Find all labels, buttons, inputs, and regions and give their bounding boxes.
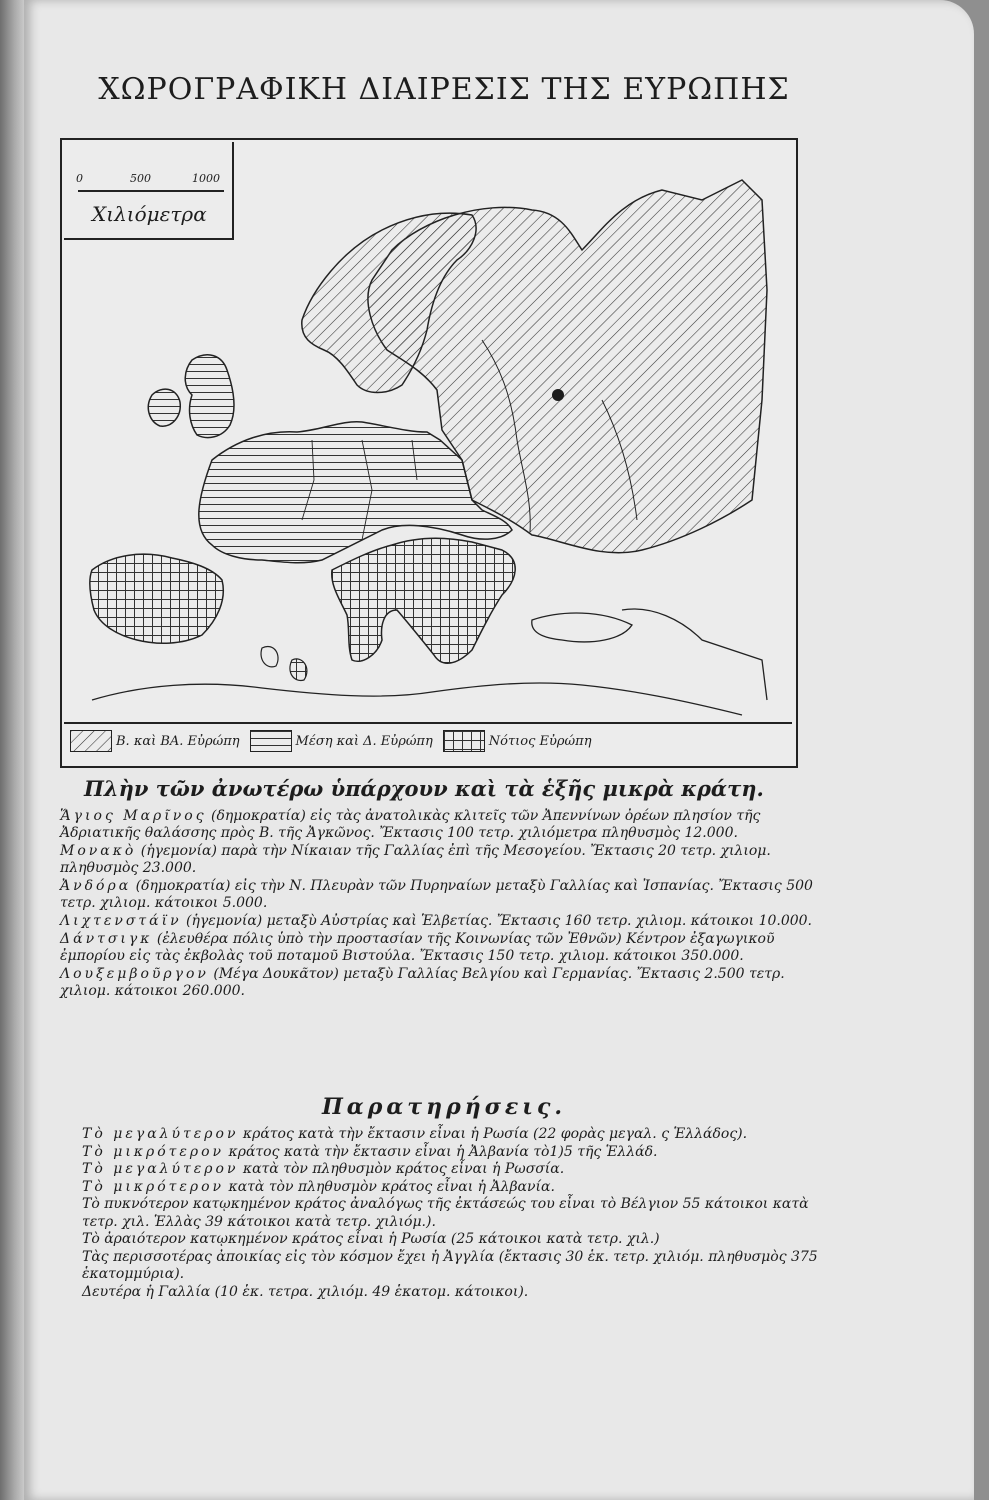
state-entry-san-marino [60,808,830,842]
state-name: Λιχτενστάϊν [60,913,182,929]
region-south-iberia [90,554,223,643]
notes-list [32,1126,832,1301]
legend-item-central-west [250,730,433,752]
legend-label-north-east: Β. καὶ ΒΑ. Εὐρώπη [116,733,240,749]
page-title: ΧΩΡΟΓΡΑΦΙΚΗ ΔΙΑΙΡΕΣΙΣ ΤΗΣ ΕΥΡΩΠΗΣ [98,72,790,107]
legend-swatch-horizontal [250,730,292,752]
region-britain [185,355,234,438]
note-text: Τὰς περισσοτέρας ἀποικίας εἰς τὸν κόσμον ἔχει ἡ Ἀγγλία (ἔκτασις 30 ἑκ. τετρ. χιλιόμ. πληθυσμὸς 375 ἑκατομμύρια). [82,1248,818,1282]
state-entry-danzig [60,931,830,965]
state-name: Ἀνδόρα [60,878,132,894]
note-text: Τὸ ἀραιότερον κατῳκημένον κράτος εἶναι ἡ Ρωσία (25 κάτοικοι κατὰ τετρ. χιλ.) [82,1231,660,1247]
state-description: (ἡγεμονία) παρὰ τὴν Νίκαιαν τῆς Γαλλίας ἐπὶ τῆς Μεσογείου. Ἔκτασις 20 τετρ. χιλιομ. πληθυσμὸς 23.000. [60,843,771,876]
region-south-italy-balkans [332,538,515,663]
small-states-heading: Πλὴν τῶν ἀνωτέρω ὑπάρχουν καὶ τὰ ἑξῆς μικρὰ κράτη. [84,776,764,801]
state-description: (ἐλευθέρα πόλις ὑπὸ τὴν προστασίαν τῆς Κοινωνίας τῶν Ἐθνῶν) Κέντρον ἐξαγωγικοῦ ἐμπορίου εἰς τὰς ἐκβολὰς τοῦ ποταμοῦ Βιστούλα. Ἔκτασις 150 τετρ. χιλιομ. κάτοικοι 350.000. [60,931,775,964]
legend-swatch-diagonal [70,730,112,752]
state-name: Δάντσιγκ [60,931,153,947]
state-name: Λουξεμβοῦργον [60,966,209,982]
state-name: Μονακὸ [60,843,137,859]
region-ireland [148,389,180,426]
europe-map [60,138,798,768]
legend-label-south: Νότιος Εὐρώπη [488,733,592,749]
small-states-list [60,808,830,1001]
book-binding [0,0,24,1500]
note-text: Τὸ πυκνότερον κατῳκημένον κράτος ἀναλόγως τῆς ἐκτάσεώς του εἶναι τὸ Βέλγιον 55 κάτοικοι κατὰ τετρ. χιλ. Ἑλλὰς 39 κάτοικοι κατὰ τετρ. χιλιόμ.). [82,1196,809,1230]
note-item [32,1284,832,1302]
scale-tick-500: 500 [130,172,151,185]
scale-bar [78,190,224,192]
legend-item-north-east [70,730,240,752]
book-page [24,0,974,1500]
state-description: (Μέγα Δουκᾶτον) μεταξὺ Γαλλίας Βελγίου καὶ Γερμανίας. Ἔκτασις 2.500 τετρ. χιλιομ. κάτοικοι 260.000. [60,966,785,999]
note-item [32,1144,832,1162]
note-item [32,1161,832,1179]
legend-item-south [443,730,592,752]
scale-unit: Χιλιόμετρα [92,202,207,226]
map-legend [64,722,792,758]
note-text: κατὰ τὸν πληθυσμὸν κράτος εἶναι ἡ Ρωσσία. [238,1161,565,1177]
note-item [32,1179,832,1197]
note-item [32,1126,832,1144]
state-name: Ἅγιος Μαρῖνος [60,808,207,824]
state-description: (ἡγεμονία) μεταξὺ Αὐστρίας καὶ Ἑλβετίας. Ἔκτασις 160 τετρ. χιλιομ. κάτοικοι 10.000. [181,913,812,929]
note-lead: Τὸ μεγαλύτερον [82,1126,239,1142]
state-entry-andorra [60,878,830,912]
note-text: κατὰ τὸν πληθυσμὸν κράτος εἶναι ἡ Ἀλβανία. [224,1178,555,1195]
state-description: (δημοκρατία) εἰς τὴν Ν. Πλευρὰν τῶν Πυρηναίων μεταξὺ Γαλλίας καὶ Ἰσπανίας. Ἔκτασις 500 τετρ. χιλιομ. κάτοικοι 5.000. [60,878,813,911]
legend-swatch-grid [443,730,485,752]
map-scale [64,142,234,240]
moscow-marker [552,389,564,401]
note-item [32,1231,832,1249]
note-text: κράτος κατὰ τὴν ἔκτασιν εἶναι ἡ Ρωσία (22 φορὰς μεγαλ. ς Ἑλλάδος). [238,1126,748,1142]
note-lead: Τὸ μικρότερον [82,1178,225,1195]
note-text: Δευτέρα ἡ Γαλλία (10 ἑκ. τετρα. χιλιόμ. 49 ἑκατομ. κάτοικοι). [82,1283,529,1300]
note-lead: Τὸ μικρότερον [82,1143,225,1160]
note-lead: Τὸ μεγαλύτερον [82,1161,239,1177]
state-description: (δημοκρατία) εἰς τὰς ἀνατολικὰς κλιτεῖς τῶν Ἀπεννίνων ὀρέων πλησίον τῆς Ἀδριατικῆς θαλάσσης πρὸς Β. τῆς Ἀγκῶνος. Ἔκτασις 100 τετρ. χιλιόμετρα πληθυσμὸς 12.000. [60,808,761,841]
legend-label-central-west: Μέση καὶ Δ. Εὐρώπη [295,733,433,749]
notes-heading: Παρατηρήσεις. [322,1094,566,1120]
state-entry-monaco [60,843,830,877]
scale-tick-1000: 1000 [192,172,220,185]
note-item [32,1196,832,1231]
note-item [32,1249,832,1284]
scale-tick-0: 0 [76,172,83,185]
state-entry-luxembourg [60,966,830,1000]
note-text: κράτος κατὰ τὴν ἔκτασιν εἶναι ἡ Ἀλβανία τὸ1)5 τῆς Ἑλλάδ. [224,1143,658,1160]
state-entry-liechtenstein [60,913,830,930]
